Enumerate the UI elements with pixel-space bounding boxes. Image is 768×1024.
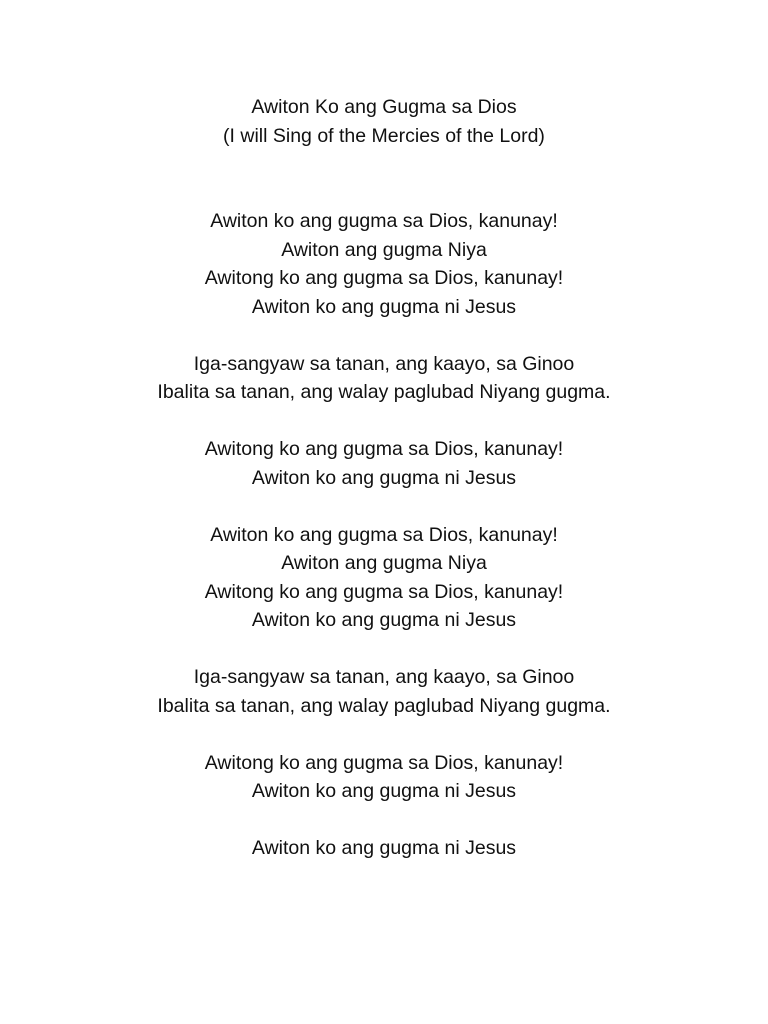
stanza [0, 834, 768, 863]
lyric-line: Awiton ko ang gugma ni Jesus [251, 780, 517, 802]
lyric-line: Awiton ko ang gugma sa Dios, kanunay! [210, 210, 558, 232]
lyric-line: Awitong ko ang gugma sa Dios, kanunay! [204, 267, 564, 289]
stanza [0, 663, 768, 720]
lyric-line: Awiton ang gugma Niya [281, 238, 487, 261]
stanza [0, 749, 768, 806]
lyric-line: Awitong ko ang gugma sa Dios, kanunay! [204, 580, 564, 603]
song-lyrics [0, 93, 768, 891]
lyric-line: Iga-sangyaw sa tanan, ang kaayo, sa Ginoo [193, 352, 575, 375]
stanza [0, 521, 768, 635]
stanza [0, 350, 768, 407]
stanza [0, 435, 768, 492]
lyric-line: Awiton ko ang gugma ni Jesus [251, 466, 517, 489]
lyric-line: Awiton ko ang gugma ni Jesus [251, 609, 517, 631]
lyric-line: Awiton ko ang gugma ni Jesus [251, 837, 517, 859]
lyric-line: Ibalita sa tanan, ang walay paglubad Niyang gugma. [157, 694, 611, 717]
lyric-line: Awitong ko ang gugma sa Dios, kanunay! [204, 438, 564, 460]
stanza [0, 207, 768, 321]
title-block [0, 93, 768, 150]
lyric-line: Awitong ko ang gugma sa Dios, kanunay! [204, 751, 564, 774]
lyric-line: Awiton ang gugma Niya [281, 552, 487, 574]
song-title: Awiton Ko ang Gugma sa Dios [251, 96, 517, 118]
lyric-line: Awiton ko ang gugma sa Dios, kanunay! [210, 523, 558, 546]
lyric-line: Ibalita sa tanan, ang walay paglubad Niyang gugma. [157, 381, 611, 403]
song-subtitle: (I will Sing of the Mercies of the Lord) [223, 124, 545, 147]
lyric-line: Awiton ko ang gugma ni Jesus [251, 295, 517, 318]
lyric-line: Iga-sangyaw sa tanan, ang kaayo, sa Ginoo [193, 666, 575, 688]
